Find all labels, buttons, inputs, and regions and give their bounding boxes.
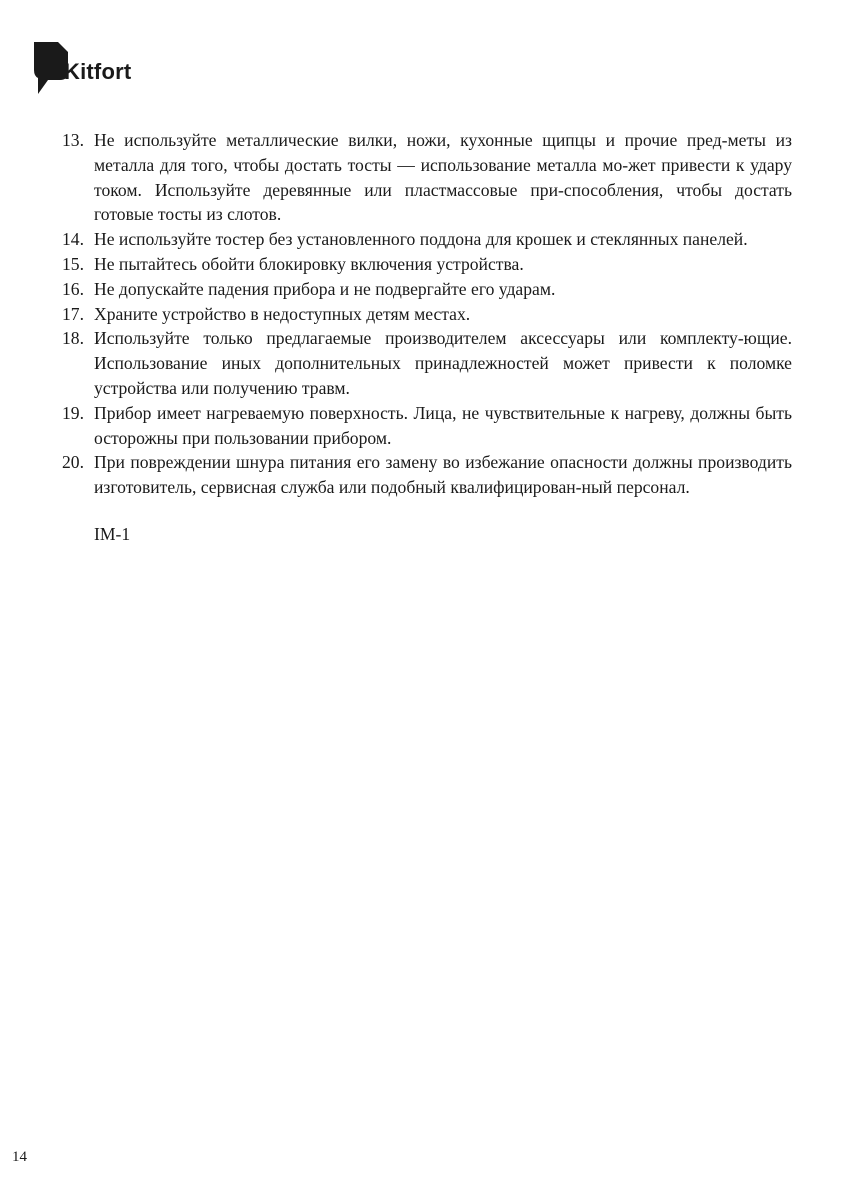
list-item-number: 17. <box>62 303 84 324</box>
list-item <box>62 450 792 500</box>
list-item-text: Храните устройство в недоступных детям местах. <box>94 303 471 324</box>
kitfort-logo <box>34 42 154 102</box>
list-item <box>62 401 792 451</box>
list-item-number: 15. <box>62 253 84 274</box>
list-item-number: 14. <box>62 229 84 250</box>
list-item-text: При повреждении шнура питания его замену во избежание опасности должны производить изготовитель, сервисная служба или подобный квалифицирован-ный персонал. <box>94 452 792 498</box>
list-item <box>62 227 792 252</box>
list-item-number: 16. <box>62 278 84 299</box>
list-item <box>62 277 792 302</box>
safety-rules-list <box>62 128 792 500</box>
list-item <box>62 326 792 400</box>
kitfort-logo-mark-icon <box>34 42 68 94</box>
list-item-number: 19. <box>62 402 84 423</box>
list-item-number: 13. <box>62 130 84 150</box>
logo-text: Kitfort <box>64 59 132 84</box>
list-item-number: 18. <box>62 328 84 349</box>
document-body <box>62 128 792 547</box>
list-item <box>62 128 792 227</box>
list-item-number: 20. <box>62 452 84 473</box>
list-item-text: Прибор имеет нагреваемую поверхность. Лица, не чувствительные к нагреву, должны быть осторожны при пользовании прибором. <box>94 402 792 448</box>
page-number: 14 <box>12 1149 27 1165</box>
list-item-text: Не пытайтесь обойти блокировку включения устройства. <box>94 253 524 274</box>
list-item-text: Не используйте тостер без установленного поддона для крошек и стеклянных панелей. <box>94 229 748 250</box>
list-item-text: Не допускайте падения прибора и не подвергайте его ударам. <box>94 278 556 299</box>
list-item-text: Не используйте металлические вилки, ножи, кухонные щипцы и прочие пред-меты из металла для того, чтобы достать тосты — использование металла мо-жет привести к удару током. Используйте деревянные или пластмассовые при-способления, чтобы достать готовые тосты из слотов. <box>94 130 792 225</box>
list-item <box>62 302 792 327</box>
model-code: IM-1 <box>94 523 131 544</box>
list-item <box>62 252 792 277</box>
list-item-text: Используйте только предлагаемые производителем аксессуары или комплекту-ющие. Использование иных дополнительных принадлежностей может привести к поломке устройства или получению травм. <box>94 328 792 398</box>
